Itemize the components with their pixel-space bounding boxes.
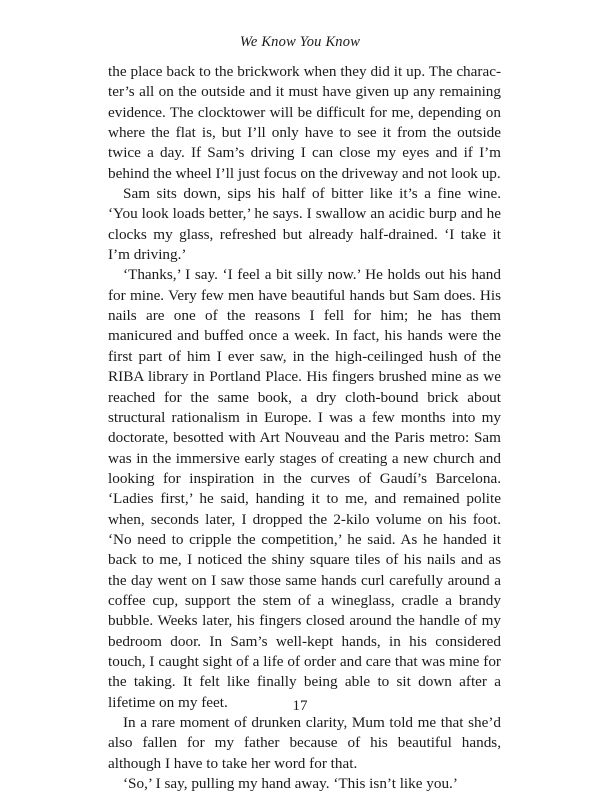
paragraph: In a rare moment of drunken clarity, Mum told me that she’d also fallen for my father because of his beautiful hands, although I have to take her word for that.: [108, 714, 501, 772]
paragraph: Sam sits down, sips his half of bitter like it’s a fine wine. ‘You look loads better,’ he says. I swallow an acidic burp and he clocks my glass, refreshed but already half-drained. ‘I take it I’m driving.’: [108, 185, 501, 264]
paragraph: ‘Thanks,’ I say. ‘I feel a bit silly now.’ He holds out his hand for mine. Very few men have beautiful hands but Sam does. His nails are one of the reasons I fell for him; he has them manicured and buffed once a week. In fact, his hands were the first part of him I ever saw, in the high-ceilinged hush of the RIBA library in Portland Place. His fingers brushed mine as we reached for the same book, a dry cloth-bound brick about structural rationalism in Europe. I was a few months into my doctorate, besotted with Art Nouveau and the Paris metro: Sam was in the immersive early stages of creating a new church and looking for inspiration in the curves of Gaudí’s Barcelona. ‘Ladies first,’ he said, handing it to me, and remained polite when, seconds later, I dropped the 2-kilo volume on his foot. ‘No need to cripple the competition,’ he said. As he handed it back to me, I noticed the shiny square tiles of his nails and as the day went on I saw those same hands curl carefully around a coffee cup, support the stem of a wineglass, cradle a brandy bubble. Weeks later, his fingers closed around the handle of my bedroom door. In Sam’s well-kept hands, in his considered touch, I caught sight of a life of order and care that was mine for the taking. It felt like finally being able to sit down after a lifetime on my feet.: [108, 266, 501, 711]
paragraph: ‘So,’ I say, pulling my hand away. ‘This isn’t like you.’: [123, 775, 458, 793]
body-text: [108, 62, 501, 794]
running-head: We Know You Know: [239, 34, 361, 50]
page-number: 17: [292, 698, 308, 714]
paragraph: the place back to the brickwork when they did it up. The character’s all on the outside and it must have given up any remaining evidence. The clocktower will be difficult for me, depending on where the flat is, but I’ll only have to see it from the outside twice a day. If Sam’s driving I can close my eyes and if I’m behind the wheel I’ll just focus on the driveway and not look up.: [108, 63, 501, 182]
